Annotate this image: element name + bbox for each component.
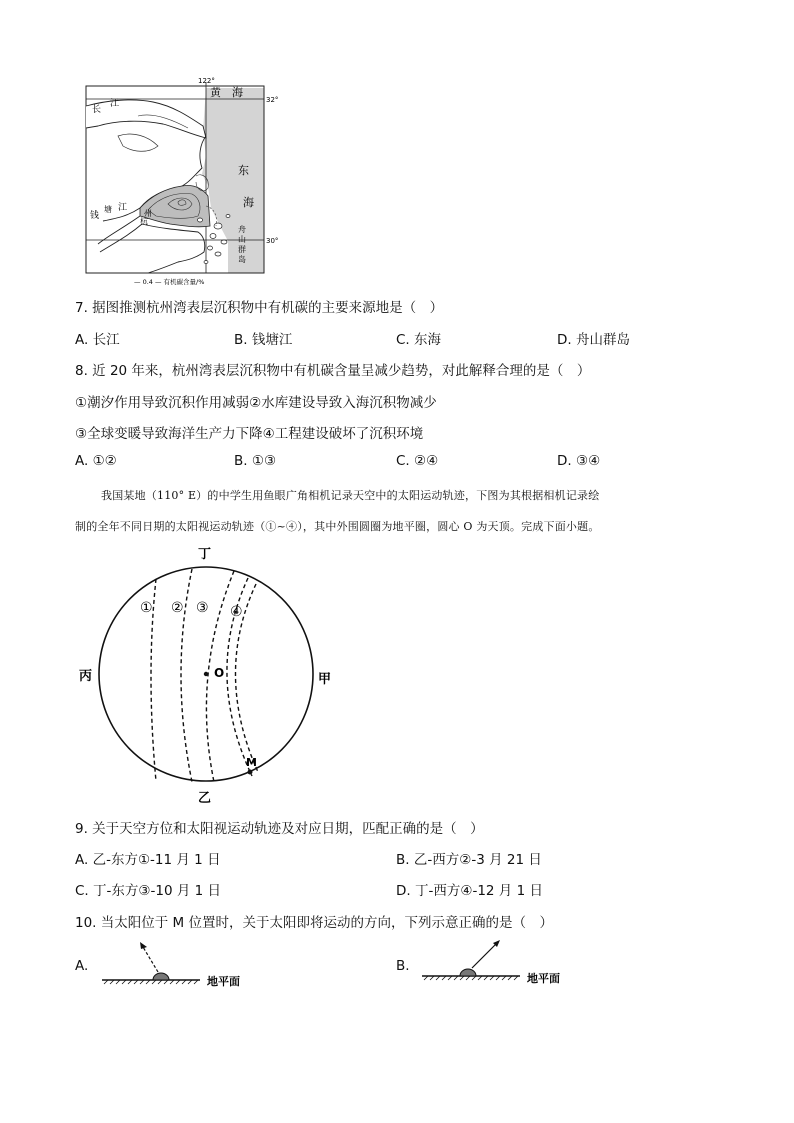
map-legend: — 0.4 — 有机碳含量/% bbox=[134, 278, 205, 286]
q10-option-b[interactable]: B. bbox=[396, 958, 410, 974]
passage-line-1: 我国某地（110° E）的中学生用鱼眼广角相机记录天空中的太阳运动轨迹，下图为其根据相机记录绘 bbox=[101, 489, 600, 502]
q8-stem: 8. 近 20 年来，杭州湾表层沉积物中有机碳含量呈减少趋势，对此解释合理的是（ ） bbox=[75, 363, 591, 379]
lat-top-label: 32° bbox=[266, 96, 279, 104]
track-label-2: ② bbox=[171, 600, 184, 616]
ground-label-a: 地平面 bbox=[207, 975, 240, 988]
track-label-4: ④ bbox=[230, 604, 243, 620]
q9-option-a[interactable]: A. 乙-东方①-11 月 1 日 bbox=[75, 852, 221, 868]
qiantang-label-1: 钱 bbox=[90, 211, 100, 221]
qiantang-label-2: 塘 bbox=[104, 205, 112, 214]
zenith-label: O bbox=[214, 666, 225, 680]
east-sea-label-2: 海 bbox=[243, 196, 254, 209]
qiantang-label-3: 江 bbox=[118, 203, 128, 213]
direction-arrow-icon bbox=[143, 947, 158, 972]
hangzhou-label-1: 杭 bbox=[140, 217, 148, 226]
zhoushan-label-3: 群 bbox=[238, 245, 246, 254]
direction-bottom: 乙 bbox=[198, 791, 212, 806]
track-label-1: ① bbox=[140, 600, 153, 616]
yellow-sea-label: 黄 海 bbox=[210, 86, 243, 99]
q9-option-b[interactable]: B. 乙-西方②-3 月 21 日 bbox=[396, 852, 542, 868]
q9-option-c[interactable]: C. 丁-东方③-10 月 1 日 bbox=[75, 883, 221, 899]
hangzhou-bay-map bbox=[78, 76, 290, 288]
direction-left: 丙 bbox=[79, 669, 93, 684]
east-sea-label-1: 东 bbox=[238, 164, 249, 177]
q7-option-a[interactable]: A. 长江 bbox=[75, 332, 120, 348]
hangzhou-label-2: 州 bbox=[144, 209, 152, 218]
q8-option-b[interactable]: B. ①③ bbox=[234, 453, 277, 469]
q10-stem: 10. 当太阳位于 M 位置时，关于太阳即将运动的方向，下列示意正确的是（ ） bbox=[75, 915, 553, 931]
sun-icon bbox=[460, 969, 476, 976]
sun-point-m bbox=[248, 770, 253, 775]
q10-option-b-diagram[interactable] bbox=[420, 936, 580, 990]
q8-option-d[interactable]: D. ③④ bbox=[557, 453, 601, 469]
direction-top: 丁 bbox=[198, 547, 212, 562]
zhoushan-label-2: 山 bbox=[238, 235, 246, 244]
q9-option-d[interactable]: D. 丁-西方④-12 月 1 日 bbox=[396, 883, 543, 899]
q9-stem: 9. 关于天空方位和太阳视运动轨迹及对应日期，匹配正确的是（ ） bbox=[75, 821, 484, 837]
q7-option-c[interactable]: C. 东海 bbox=[396, 332, 442, 348]
passage-line-2: 制的全年不同日期的太阳视运动轨迹（①~④），其中外围圆圈为地平圈，圆心 O 为天顶。完成下面小题。 bbox=[75, 520, 600, 533]
track-label-3: ③ bbox=[196, 600, 209, 616]
sun-path-diagram bbox=[72, 540, 342, 808]
lon-label: 122° bbox=[198, 77, 215, 85]
q8-statement-line-1: ①潮汐作用导致沉积作用减弱②水库建设导致入海沉积物减少 bbox=[75, 395, 437, 411]
q7-option-b[interactable]: B. 钱塘江 bbox=[234, 332, 293, 348]
q8-statement-line-2: ③全球变暖导致海洋生产力下降④工程建设破坏了沉积环境 bbox=[75, 426, 424, 442]
q7-option-d[interactable]: D. 舟山群岛 bbox=[557, 332, 630, 348]
ground-label-b: 地平面 bbox=[527, 972, 560, 985]
lat-bottom-label: 30° bbox=[266, 237, 279, 245]
sun-icon bbox=[153, 973, 169, 980]
changjiang-label-1: 长 bbox=[92, 105, 102, 115]
q8-option-c[interactable]: C. ②④ bbox=[396, 453, 439, 469]
direction-right: 甲 bbox=[318, 672, 332, 687]
zhoushan-label-1: 舟 bbox=[238, 225, 246, 234]
changjiang-label-2: 江 bbox=[110, 99, 120, 109]
q8-option-a[interactable]: A. ①② bbox=[75, 453, 117, 469]
zenith-point bbox=[204, 672, 208, 676]
sun-point-m-label: M bbox=[246, 756, 257, 769]
q7-stem: 7. 据图推测杭州湾表层沉积物中有机碳的主要来源地是（ ） bbox=[75, 300, 444, 316]
q10-option-a-diagram[interactable] bbox=[100, 938, 260, 990]
direction-arrow-icon bbox=[472, 944, 496, 968]
zhoushan-label-4: 岛 bbox=[238, 255, 246, 264]
q10-option-a[interactable]: A. bbox=[75, 958, 89, 974]
